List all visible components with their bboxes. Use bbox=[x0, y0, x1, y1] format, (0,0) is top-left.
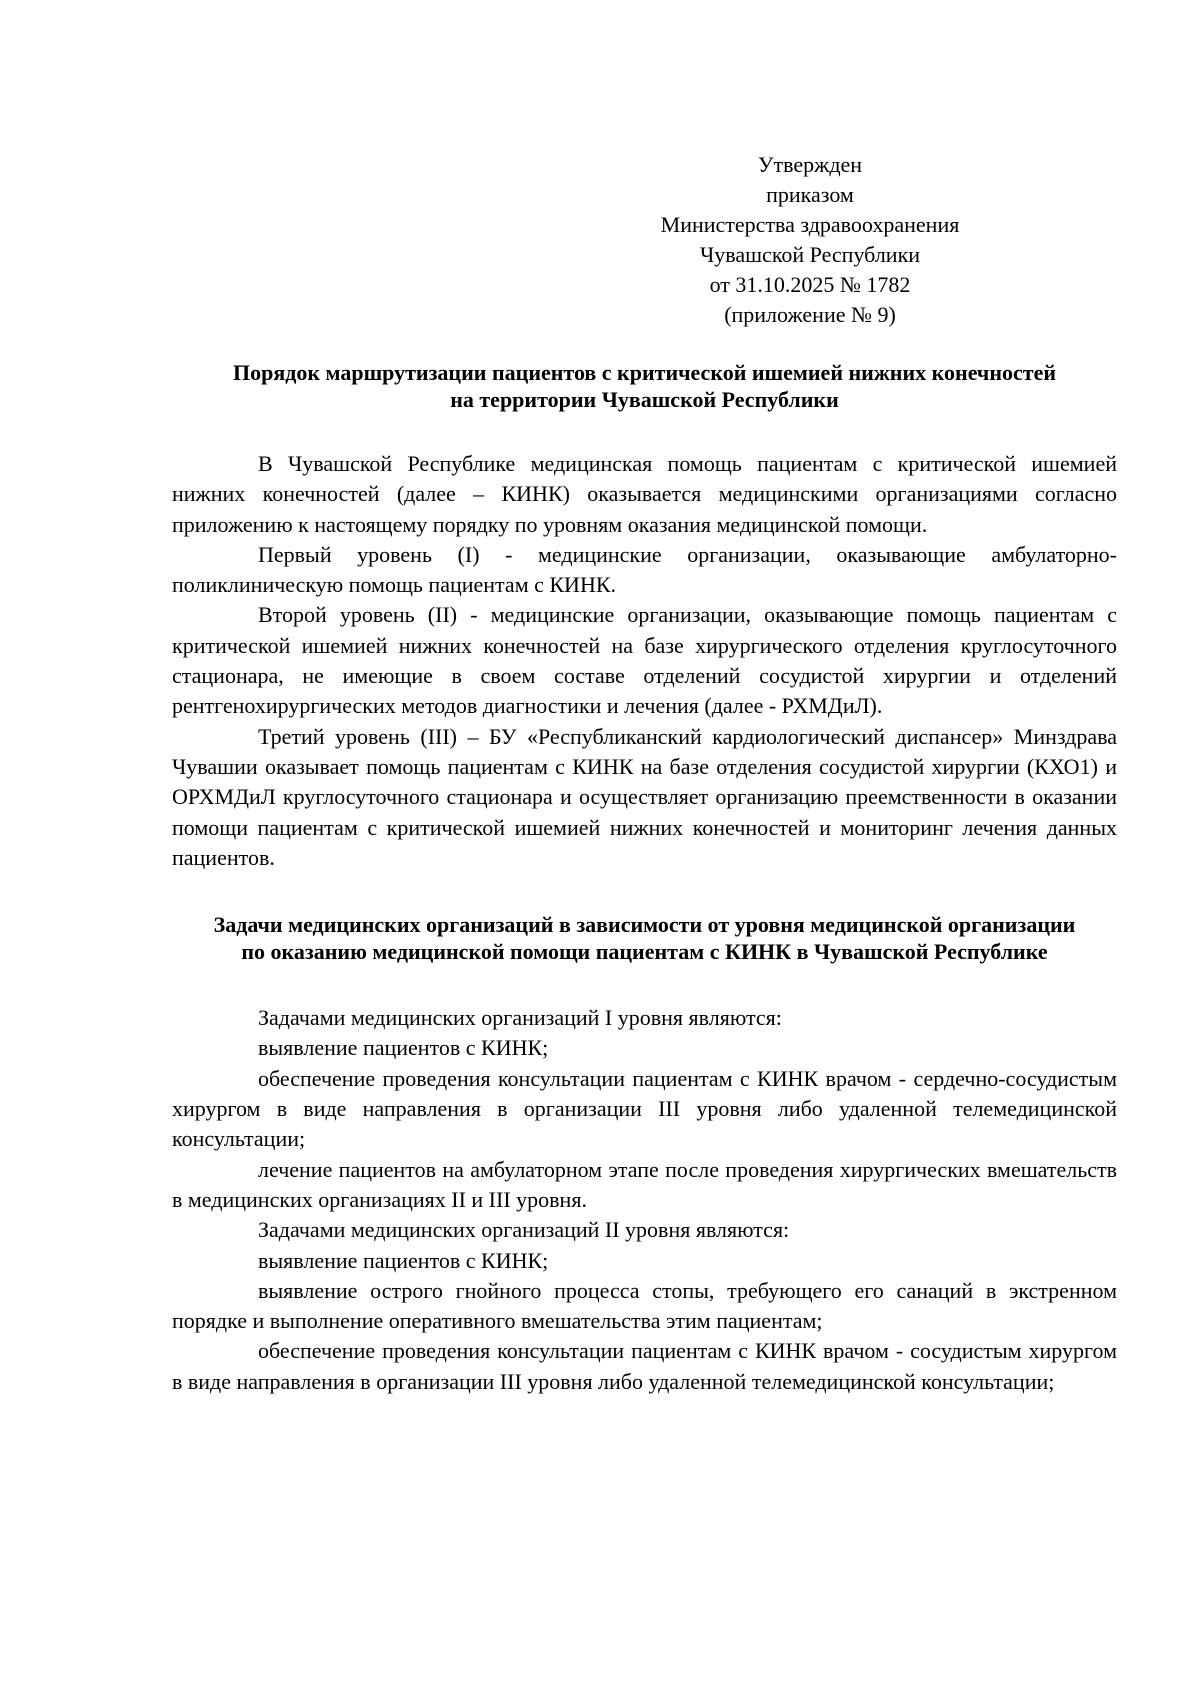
paragraph: выявление пациентов с КИНК; bbox=[258, 1035, 549, 1061]
paragraph: Задачами медицинских организаций I уровня являются: bbox=[258, 1005, 782, 1031]
approval-line: Утвержден bbox=[757, 152, 863, 177]
paragraph: Задачами медицинских организаций II уровня являются: bbox=[258, 1217, 790, 1243]
paragraph: Второй уровень (II) - медицинские организации, оказывающие помощь пациентам с критической ишемией нижних конечностей на базе хирургического отделения круглосуточного стационара, не имеющие в своем составе отделений сосудистой хирургии и отделений рентгенохирургических методов диагностики и лечения (далее - РХМДиЛ). bbox=[172, 602, 1117, 719]
paragraph: Первый уровень (I) - медицинские организации, оказывающие амбулаторно-поликлиническую помощь пациентам с КИНК. bbox=[172, 541, 1117, 598]
paragraph: В Чувашской Республике медицинская помощь пациентам с критической ишемией нижних конечностей (далее – КИНК) оказывается медицинскими организациями согласно приложению к настоящему порядку по уровням оказания медицинской помощи. bbox=[172, 451, 1117, 537]
approval-line: Чувашской Республики bbox=[699, 242, 921, 267]
approval-line: (приложение № 9) bbox=[724, 302, 896, 327]
approval-line: от 31.10.2025 № 1782 bbox=[709, 272, 911, 297]
approval-line: приказом bbox=[766, 182, 854, 207]
paragraph: обеспечение проведения консультации пациентам с КИНК врачом - сосудистым хирургом в виде направления в организации III уровня либо удаленной телемедицинской консультации; bbox=[172, 1338, 1117, 1394]
paragraph: Третий уровень (III) – БУ «Республиканский кардиологический диспансер» Минздрава Чувашии оказывает помощь пациентам с КИНК на базе отделения сосудистой хирургии (КХО1) и ОРХМДиЛ круглосуточного стационара и осуществляет организацию преемственности в оказании помощи пациентам с критической ишемией нижних конечностей и мониторинг лечения данных пациентов. bbox=[172, 723, 1117, 870]
approval-line: Министерства здравоохранения bbox=[660, 212, 960, 237]
document-body bbox=[172, 359, 1117, 1397]
paragraph: выявление пациентов с КИНК; bbox=[258, 1247, 549, 1273]
approval-block bbox=[640, 150, 980, 330]
paragraph: выявление острого гнойного процесса стопы, требующего его санаций в экстренном порядке и выполнение оперативного вмешательства этим пациентам; bbox=[172, 1277, 1117, 1334]
paragraph: лечение пациентов на амбулаторном этапе после проведения хирургических вмешательств в медицинских организациях II и III уровня. bbox=[172, 1156, 1117, 1212]
section-title: Задачи медицинских организаций в зависимости от уровня медицинской организации по оказанию медицинской помощи пациентам с КИНК в Чувашской Республике bbox=[213, 912, 1076, 965]
paragraph: обеспечение проведения консультации пациентам с КИНК врачом - сердечно-сосудистым хирургом в виде направления в организации III уровня либо удаленной телемедицинской консультации; bbox=[172, 1065, 1117, 1152]
document-title: Порядок маршрутизации пациентов с критической ишемией нижних конечностей на территории Чувашской Республики bbox=[232, 360, 1057, 412]
